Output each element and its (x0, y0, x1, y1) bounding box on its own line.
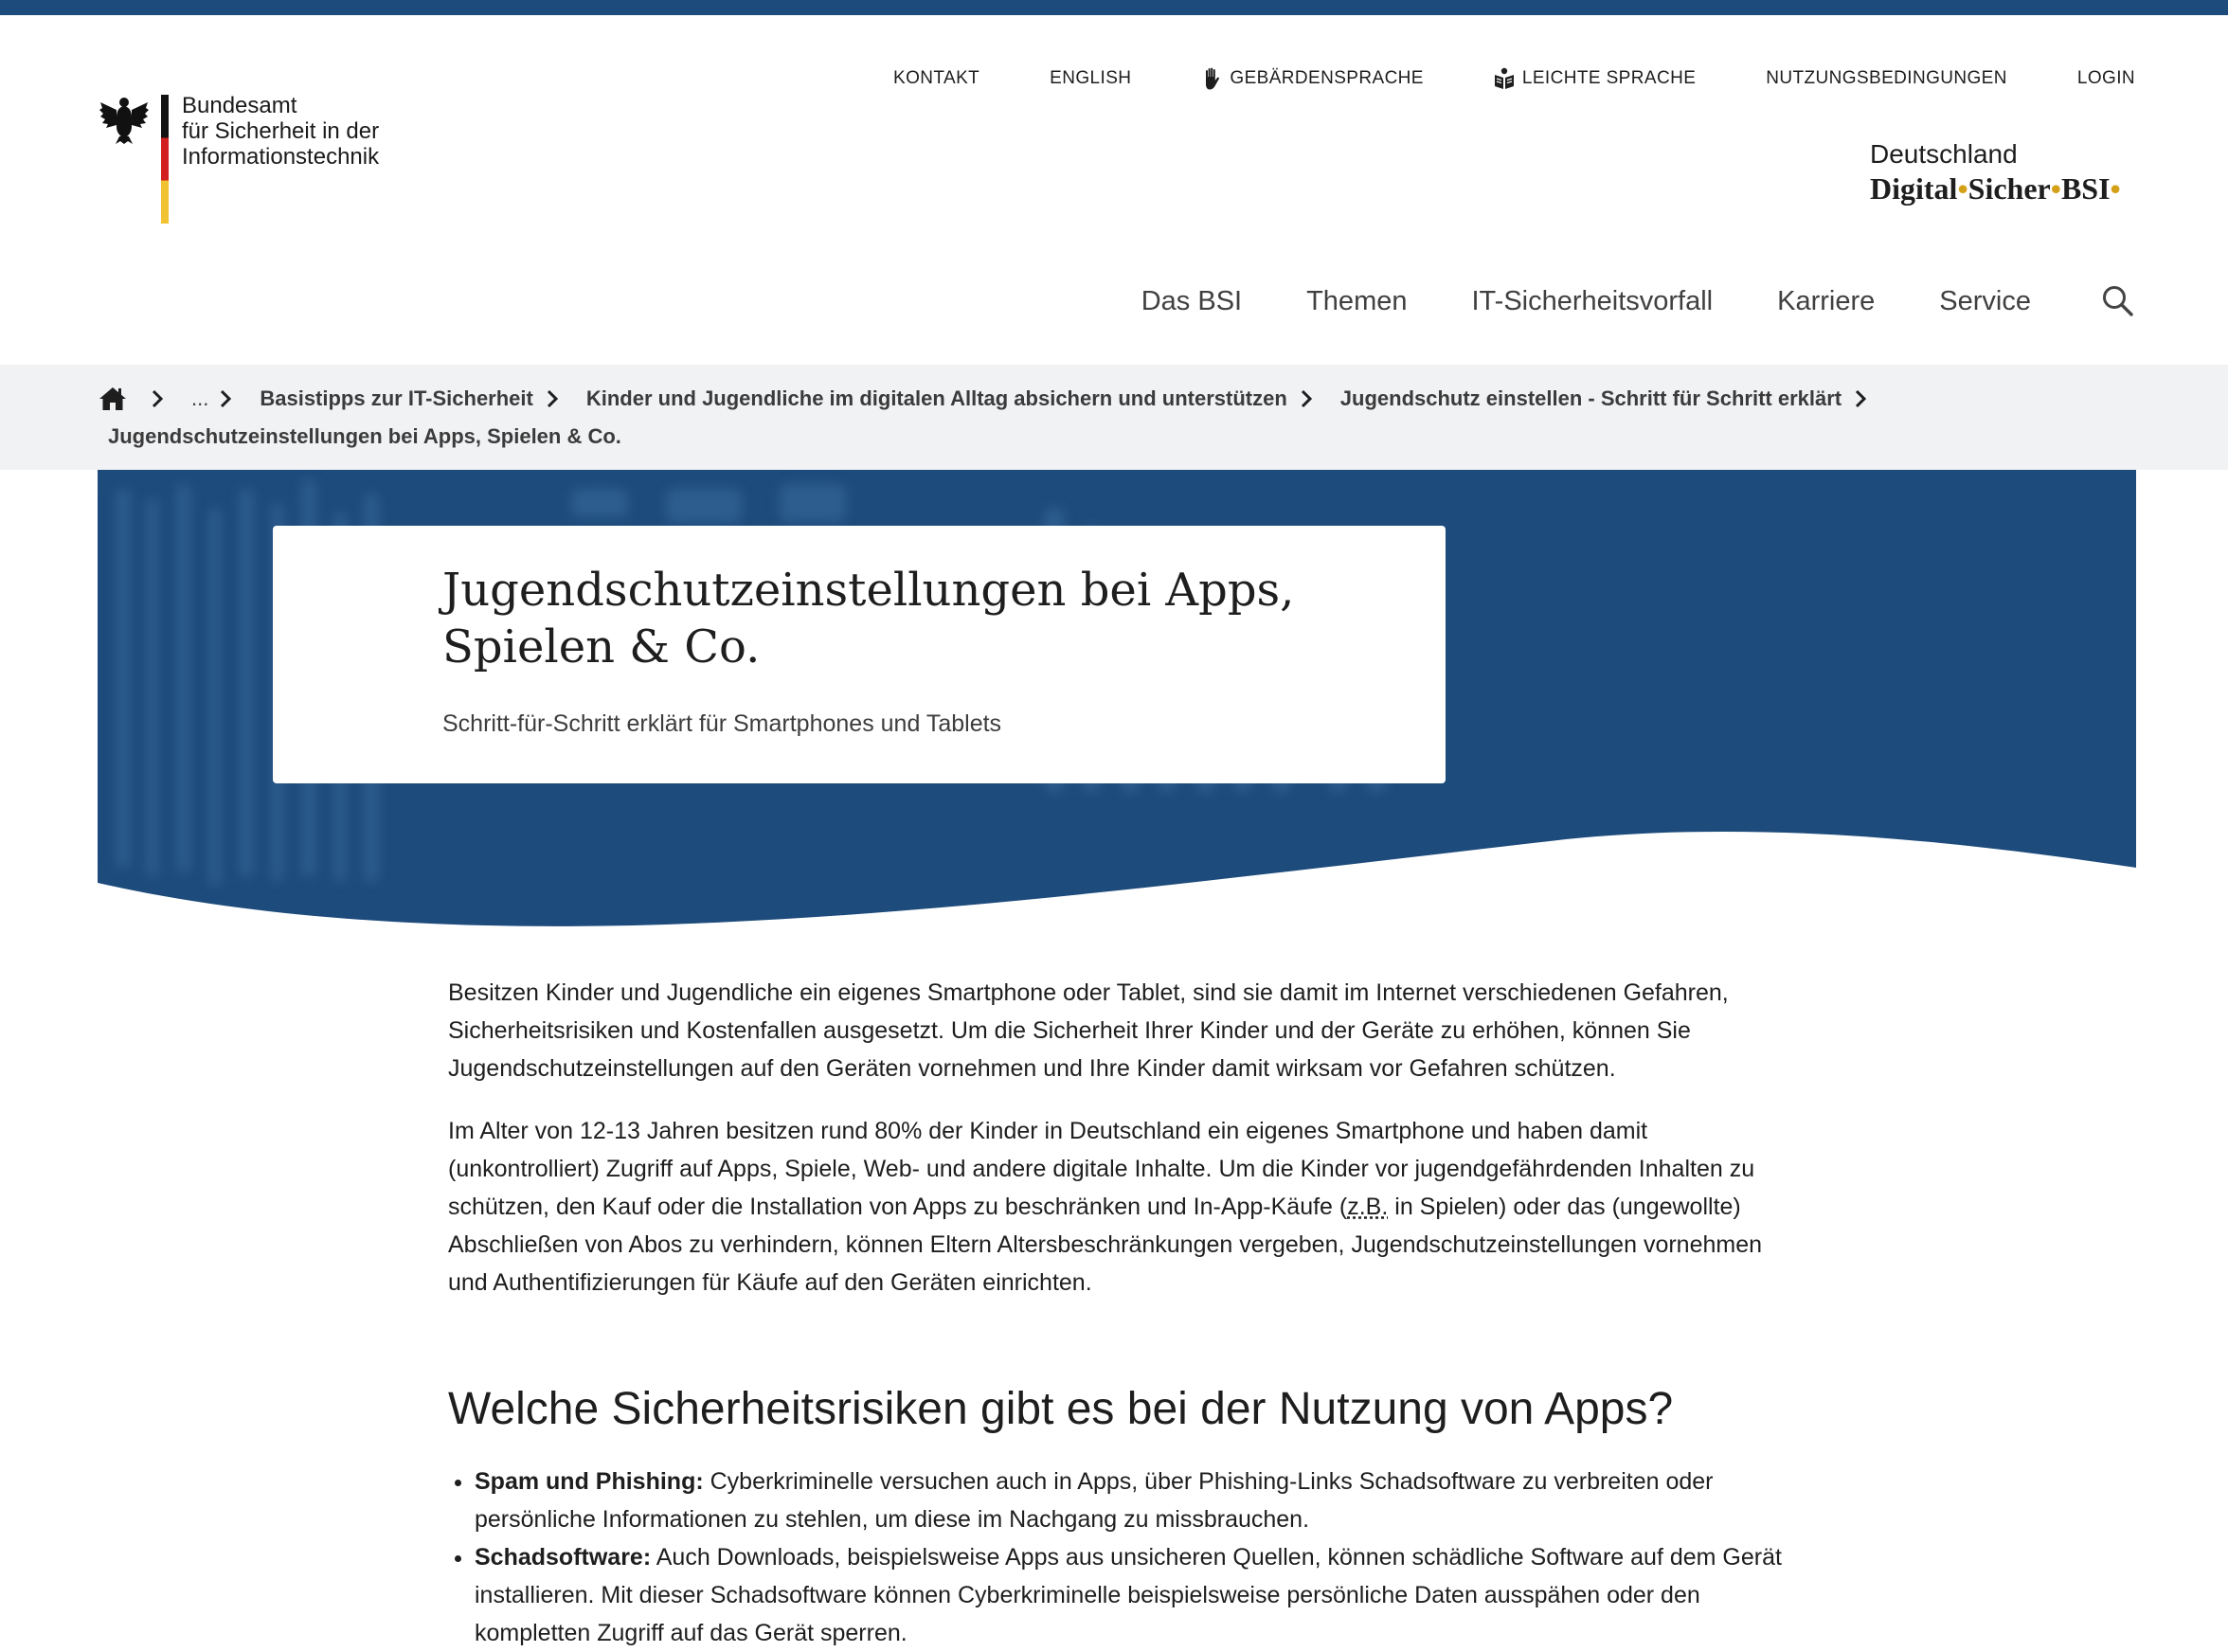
service-link-sign-language[interactable] (1201, 66, 1424, 91)
service-link-label: LOGIN (2076, 68, 2135, 88)
page-title-line-1: Jugendschutzeinstellungen bei Apps, (442, 564, 1295, 617)
breadcrumb-row (99, 386, 1895, 412)
list-item-text: Cyberkriminelle versuchen auch in Apps, über Phishing-Links Schadsoftware zu verbreiten oder persönliche Informationen zu stehlen, um diese im Nachgang zu missbrauchen. (475, 1468, 1714, 1533)
chevron-right-icon (150, 388, 165, 409)
nav-item-das-bsi[interactable]: Das BSI (1141, 285, 1243, 316)
logo-text (182, 93, 379, 170)
list-item-term: Spam und Phishing: (475, 1468, 704, 1495)
page-subtitle: Schritt-für-Schritt erklärt für Smartphones und Tablets (442, 710, 1002, 737)
federal-eagle-icon (99, 93, 150, 144)
breadcrumb-current-row (108, 424, 621, 449)
service-link-english[interactable] (1050, 66, 1131, 91)
service-link-label: ENGLISH (1050, 68, 1132, 88)
hero-card (273, 526, 1446, 783)
campaign-line-2 (1870, 171, 2135, 206)
top-accent-bar (0, 0, 2228, 15)
breadcrumb-item-jugendschutz[interactable]: Jugendschutz einstellen - Schritt für Schritt erklärt (1339, 386, 1842, 410)
page-title-line-2: Spielen & Co. (442, 620, 761, 673)
service-link-login[interactable] (2077, 66, 2135, 91)
service-link-label: LEICHTE SPRACHE (1521, 68, 1697, 88)
list-item (475, 1463, 1801, 1538)
page-title (442, 562, 1295, 675)
book-icon (1494, 67, 1515, 90)
chevron-right-icon (218, 388, 233, 409)
chevron-right-icon (545, 388, 560, 409)
chevron-right-icon (1853, 388, 1868, 409)
breadcrumb (0, 365, 2228, 470)
service-link-kontakt[interactable] (893, 66, 979, 91)
campaign-dot: • (2110, 171, 2121, 206)
service-link-label: NUTZUNGSBEDINGUNGEN (1766, 68, 2007, 88)
campaign-word-digital: Digital (1870, 171, 1958, 206)
breadcrumb-current: Jugendschutzeinstellungen bei Apps, Spielen & Co. (108, 424, 621, 448)
breadcrumb-item-basistipps[interactable]: Basistipps zur IT-Sicherheit (260, 386, 533, 410)
nav-item-themen[interactable]: Themen (1306, 285, 1408, 316)
list-item-term: Schadsoftware: (475, 1544, 652, 1571)
service-link-label: KONTAKT (893, 68, 980, 88)
breadcrumb-item-kinder[interactable]: Kinder und Jugendliche im digitalen Alltag absichern und unterstützen (585, 386, 1287, 410)
service-link-label: GEBÄRDENSPRACHE (1230, 68, 1424, 88)
paragraph-text: in Spielen) oder das (ungewollte) Abschließen von Abos zu verhindern, können Eltern Altersbeschränkungen vergeben, Jugendschutzeinstellungen vornehmen und Authentifizierungen für Käufe auf den Geräten einrichten. (448, 1194, 1763, 1296)
nav-item-it-sicherheitsvorfall[interactable]: IT-Sicherheitsvorfall (1471, 285, 1714, 316)
nav-item-service[interactable]: Service (1939, 285, 2031, 316)
service-link-terms[interactable] (1766, 66, 2007, 91)
abbreviation-zb[interactable]: z.B. (1347, 1194, 1389, 1220)
campaign-line-1: Deutschland (1870, 139, 2018, 169)
list-item (475, 1538, 1801, 1652)
campaign-word-sicher: Sicher (1967, 171, 2051, 206)
risks-list (448, 1463, 1801, 1652)
search-icon[interactable] (2101, 284, 2135, 318)
main-navigation (1141, 284, 2135, 318)
section-heading-risks: Welche Sicherheitsrisiken gibt es bei der Nutzung von Apps? (448, 1384, 1674, 1434)
chevron-right-icon (1299, 388, 1314, 409)
campaign-dot: • (1957, 171, 1968, 206)
campaign-dot: • (2050, 171, 2061, 206)
service-link-easy-language[interactable] (1494, 66, 1696, 91)
campaign-word-bsi: BSI (2060, 171, 2111, 206)
logo-line-3: Informationstechnik (182, 144, 380, 170)
logo-line-1: Bundesamt (182, 93, 297, 118)
paragraph-text: Im Alter von 12-13 Jahren besitzen rund 80% der Kinder in Deutschland ein eigenes Smartphone und haben damit (unkontrolliert) Zugriff auf Apps, Spiele, Web- und andere digitale Inhalte. Um die Kinder vor jugendgefährdenden Inhalten zu schützen, den Kauf oder die Installation von Apps zu beschränken und In-App-Käufe ( (448, 1118, 1755, 1220)
statistics-paragraph (448, 1112, 1774, 1302)
list-item-text: Auch Downloads, beispielsweise Apps aus unsicheren Quellen, können schädliche Software auf dem Gerät installieren. Mit dieser Schadsoftware können Cyberkriminelle beispielsweise persönliche Daten ausspähen oder den kompletten Zugriff auf das Gerät sperren. (475, 1544, 1782, 1646)
home-icon[interactable] (99, 386, 127, 412)
hand-icon (1201, 67, 1222, 90)
main-content (448, 974, 1782, 1646)
nav-item-karriere[interactable]: Karriere (1777, 285, 1876, 316)
intro-paragraph: Besitzen Kinder und Jugendliche ein eigenes Smartphone oder Tablet, sind sie damit im Internet verschiedenen Gefahren, Sicherheitsrisiken und Kostenfallen ausgesetzt. Um die Sicherheit Ihrer Kinder und der Geräte zu erhöhen, können Sie Jugendschutzeinstellungen auf den Geräten vornehmen und Ihre Kinder damit wirksam vor Gefahren schützen. (448, 979, 1729, 1082)
campaign-logo[interactable] (1870, 138, 2135, 206)
service-navigation (893, 66, 2135, 91)
bsi-logo[interactable] (99, 93, 383, 225)
flag-stripe (161, 95, 169, 224)
logo-line-2: für Sicherheit in der (182, 118, 380, 144)
breadcrumb-item-ellipsis[interactable]: ... (191, 386, 209, 410)
